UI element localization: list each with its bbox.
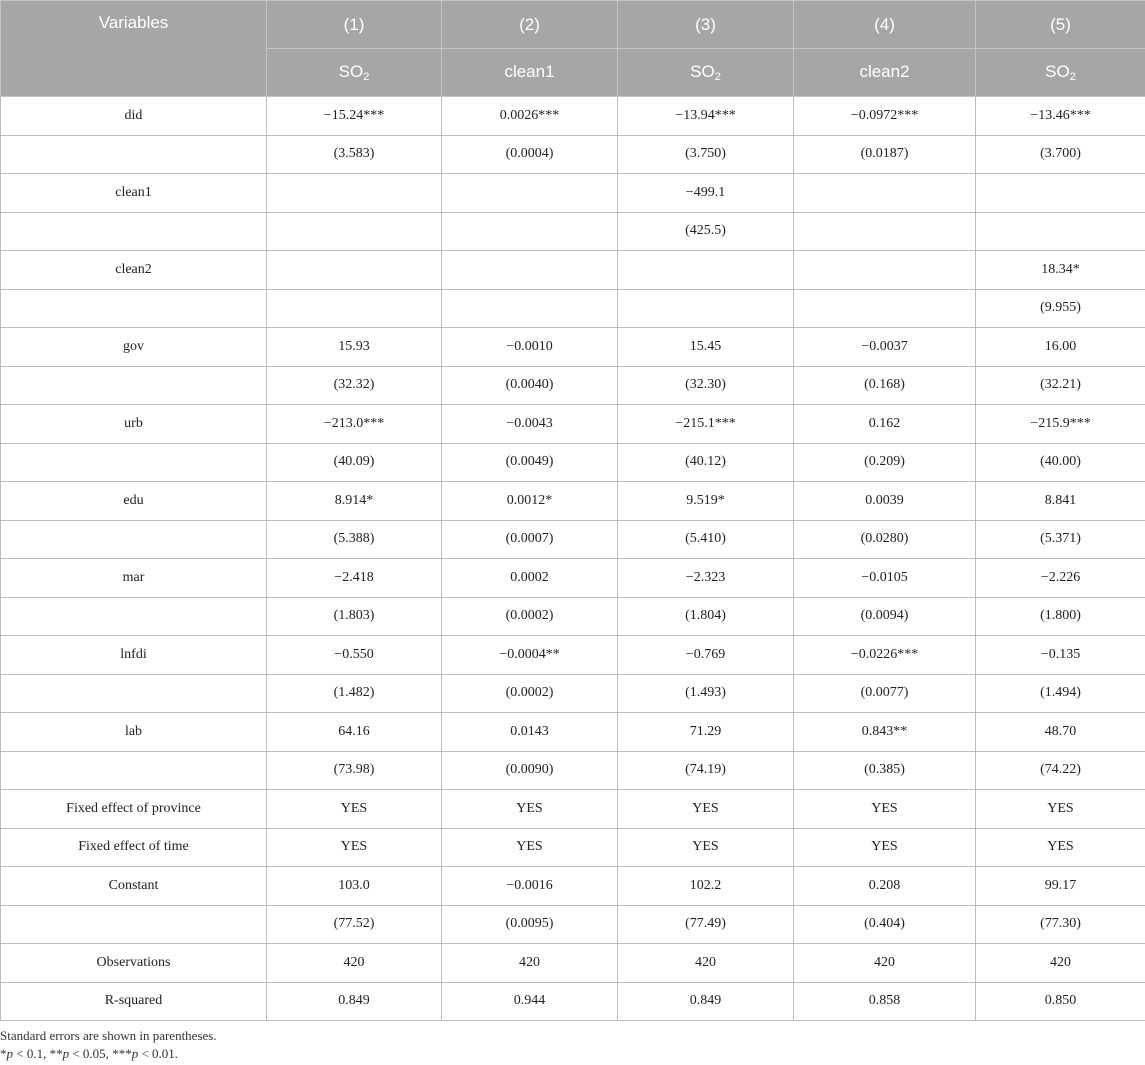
- table-cell: −0.0043: [442, 405, 618, 444]
- table-notes: [0, 1027, 217, 1063]
- table-row: [1, 520, 1145, 559]
- table-cell: −2.323: [618, 559, 794, 598]
- row-label: [1, 289, 267, 328]
- table-row: [1, 97, 1145, 136]
- table-row: [1, 597, 1145, 636]
- row-label: [1, 212, 267, 251]
- table-cell: (73.98): [267, 751, 442, 790]
- table-cell: [976, 212, 1145, 251]
- table-cell: 64.16: [267, 713, 442, 752]
- table-cell: (40.09): [267, 443, 442, 482]
- table-cell: (32.32): [267, 366, 442, 405]
- row-label: did: [1, 97, 267, 136]
- table-cell: [442, 174, 618, 213]
- table-cell: 103.0: [267, 867, 442, 906]
- table-cell: (0.0049): [442, 443, 618, 482]
- row-label: [1, 366, 267, 405]
- table-cell: −0.550: [267, 636, 442, 675]
- row-label: clean2: [1, 251, 267, 290]
- table-cell: (9.955): [976, 289, 1145, 328]
- table-cell: YES: [976, 828, 1145, 867]
- table-cell: 0.0012*: [442, 482, 618, 521]
- column-number-header: (2): [442, 1, 618, 49]
- row-label: [1, 443, 267, 482]
- table-cell: (40.12): [618, 443, 794, 482]
- row-label: [1, 135, 267, 174]
- table-cell: −13.46***: [976, 97, 1145, 136]
- table-cell: (0.0004): [442, 135, 618, 174]
- table-cell: (1.494): [976, 674, 1145, 713]
- table-cell: 15.45: [618, 328, 794, 367]
- table-cell: −0.0105: [794, 559, 976, 598]
- table-cell: YES: [618, 828, 794, 867]
- table-cell: 0.162: [794, 405, 976, 444]
- table-cell: 0.843**: [794, 713, 976, 752]
- table-cell: 9.519*: [618, 482, 794, 521]
- dependent-variable-header: $SO_2$: [618, 49, 794, 97]
- table-cell: 420: [976, 944, 1145, 983]
- table-row: [1, 905, 1145, 944]
- table-cell: 0.858: [794, 982, 976, 1021]
- table-cell: 420: [267, 944, 442, 983]
- table-cell: (3.750): [618, 135, 794, 174]
- table-cell: −499.1: [618, 174, 794, 213]
- header-row-numbers: [1, 1, 1145, 49]
- row-label: edu: [1, 482, 267, 521]
- table-cell: 71.29: [618, 713, 794, 752]
- table-cell: (0.0007): [442, 520, 618, 559]
- table-cell: 0.849: [618, 982, 794, 1021]
- table-cell: 8.841: [976, 482, 1145, 521]
- table-cell: −0.769: [618, 636, 794, 675]
- table-cell: −213.0***: [267, 405, 442, 444]
- column-number-header: (3): [618, 1, 794, 49]
- column-number-header: (4): [794, 1, 976, 49]
- table-cell: YES: [442, 790, 618, 829]
- table-row: [1, 559, 1145, 598]
- table-cell: 8.914*: [267, 482, 442, 521]
- row-label: gov: [1, 328, 267, 367]
- variables-header: Variables: [1, 1, 267, 97]
- table-row: [1, 867, 1145, 906]
- table-cell: −0.0004**: [442, 636, 618, 675]
- table-cell: 420: [618, 944, 794, 983]
- table-cell: 0.0026***: [442, 97, 618, 136]
- table-cell: (0.0280): [794, 520, 976, 559]
- table-row: [1, 828, 1145, 867]
- table-cell: [267, 174, 442, 213]
- table-cell: (0.0002): [442, 674, 618, 713]
- row-label: lnfdi: [1, 636, 267, 675]
- table-cell: YES: [618, 790, 794, 829]
- table-cell: (74.22): [976, 751, 1145, 790]
- row-label: mar: [1, 559, 267, 598]
- table-cell: 15.93: [267, 328, 442, 367]
- row-label: Fixed effect of province: [1, 790, 267, 829]
- column-number-header: (5): [976, 1, 1145, 49]
- table-cell: [267, 251, 442, 290]
- table-cell: YES: [267, 790, 442, 829]
- table-cell: (0.168): [794, 366, 976, 405]
- table-cell: −2.226: [976, 559, 1145, 598]
- table-cell: YES: [976, 790, 1145, 829]
- table-cell: (77.49): [618, 905, 794, 944]
- table-cell: [267, 212, 442, 251]
- table-body: [1, 97, 1145, 1021]
- row-label: [1, 905, 267, 944]
- table-row: [1, 482, 1145, 521]
- table-cell: 48.70: [976, 713, 1145, 752]
- table-cell: (1.493): [618, 674, 794, 713]
- dependent-variable-header: $SO_2$: [976, 49, 1145, 97]
- table-cell: (1.804): [618, 597, 794, 636]
- table-cell: (0.0090): [442, 751, 618, 790]
- table-cell: [794, 251, 976, 290]
- table-row: [1, 405, 1145, 444]
- row-label: lab: [1, 713, 267, 752]
- table-cell: YES: [442, 828, 618, 867]
- table-cell: (0.0040): [442, 366, 618, 405]
- table-cell: 0.0143: [442, 713, 618, 752]
- table-row: [1, 174, 1145, 213]
- table-cell: [794, 289, 976, 328]
- table-cell: (5.388): [267, 520, 442, 559]
- table-cell: (32.30): [618, 366, 794, 405]
- table-cell: (0.0002): [442, 597, 618, 636]
- table-cell: −0.0037: [794, 328, 976, 367]
- row-label: clean1: [1, 174, 267, 213]
- table-cell: (0.0095): [442, 905, 618, 944]
- table-cell: [794, 174, 976, 213]
- table-cell: −0.0226***: [794, 636, 976, 675]
- table-row: [1, 751, 1145, 790]
- row-label: R-squared: [1, 982, 267, 1021]
- table-cell: (77.30): [976, 905, 1145, 944]
- row-label: [1, 751, 267, 790]
- row-label: Constant: [1, 867, 267, 906]
- table-cell: (77.52): [267, 905, 442, 944]
- notes-standard-errors: Standard errors are shown in parentheses.: [0, 1028, 217, 1043]
- table-cell: (0.0077): [794, 674, 976, 713]
- table-cell: (425.5): [618, 212, 794, 251]
- table-cell: 0.0002: [442, 559, 618, 598]
- table-cell: (3.583): [267, 135, 442, 174]
- table-row: [1, 135, 1145, 174]
- table-cell: −13.94***: [618, 97, 794, 136]
- table-cell: [976, 174, 1145, 213]
- table-cell: 420: [442, 944, 618, 983]
- table-cell: [442, 251, 618, 290]
- row-label: [1, 520, 267, 559]
- table-cell: −0.135: [976, 636, 1145, 675]
- table-cell: (1.482): [267, 674, 442, 713]
- table-row: [1, 674, 1145, 713]
- table-cell: −0.0010: [442, 328, 618, 367]
- table-cell: YES: [794, 828, 976, 867]
- table-row: [1, 944, 1145, 983]
- table-cell: [794, 212, 976, 251]
- table-cell: YES: [267, 828, 442, 867]
- table-cell: −215.1***: [618, 405, 794, 444]
- table-cell: 0.208: [794, 867, 976, 906]
- table-cell: [442, 212, 618, 251]
- table-cell: 0.944: [442, 982, 618, 1021]
- table-cell: −0.0972***: [794, 97, 976, 136]
- dependent-variable-header: $SO_2$: [267, 49, 442, 97]
- table-cell: 0.0039: [794, 482, 976, 521]
- table-row: [1, 366, 1145, 405]
- table-row: [1, 251, 1145, 290]
- table-row: [1, 328, 1145, 367]
- table-cell: (1.803): [267, 597, 442, 636]
- table-cell: 18.34*: [976, 251, 1145, 290]
- dependent-variable-header: clean2: [794, 49, 976, 97]
- row-label: [1, 674, 267, 713]
- table-cell: (0.385): [794, 751, 976, 790]
- table-cell: (40.00): [976, 443, 1145, 482]
- table-cell: (0.209): [794, 443, 976, 482]
- table-row: [1, 289, 1145, 328]
- table-cell: (32.21): [976, 366, 1145, 405]
- table-cell: −15.24***: [267, 97, 442, 136]
- table-cell: (0.404): [794, 905, 976, 944]
- row-label: [1, 597, 267, 636]
- table-cell: 102.2: [618, 867, 794, 906]
- dependent-variable-header: clean1: [442, 49, 618, 97]
- table-cell: 0.850: [976, 982, 1145, 1021]
- table-cell: [267, 289, 442, 328]
- table-row: [1, 982, 1145, 1021]
- table-cell: 0.849: [267, 982, 442, 1021]
- table-cell: [618, 251, 794, 290]
- table-cell: (74.19): [618, 751, 794, 790]
- table-row: [1, 636, 1145, 675]
- row-label: Observations: [1, 944, 267, 983]
- table-cell: (3.700): [976, 135, 1145, 174]
- row-label: Fixed effect of time: [1, 828, 267, 867]
- table-cell: YES: [794, 790, 976, 829]
- table-cell: −0.0016: [442, 867, 618, 906]
- table-row: [1, 443, 1145, 482]
- table-cell: −215.9***: [976, 405, 1145, 444]
- table-cell: 99.17: [976, 867, 1145, 906]
- column-number-header: (1): [267, 1, 442, 49]
- table-cell: (1.800): [976, 597, 1145, 636]
- table-row: [1, 790, 1145, 829]
- table-cell: (0.0094): [794, 597, 976, 636]
- table-cell: [442, 289, 618, 328]
- notes-significance: *p < 0.1, **p < 0.05, ***p < 0.01.: [0, 1046, 179, 1061]
- table-cell: [618, 289, 794, 328]
- table-cell: (0.0187): [794, 135, 976, 174]
- table-row: [1, 713, 1145, 752]
- table-cell: (5.410): [618, 520, 794, 559]
- table-cell: 16.00: [976, 328, 1145, 367]
- table-cell: 420: [794, 944, 976, 983]
- row-label: urb: [1, 405, 267, 444]
- table-cell: (5.371): [976, 520, 1145, 559]
- table-row: [1, 212, 1145, 251]
- table-cell: −2.418: [267, 559, 442, 598]
